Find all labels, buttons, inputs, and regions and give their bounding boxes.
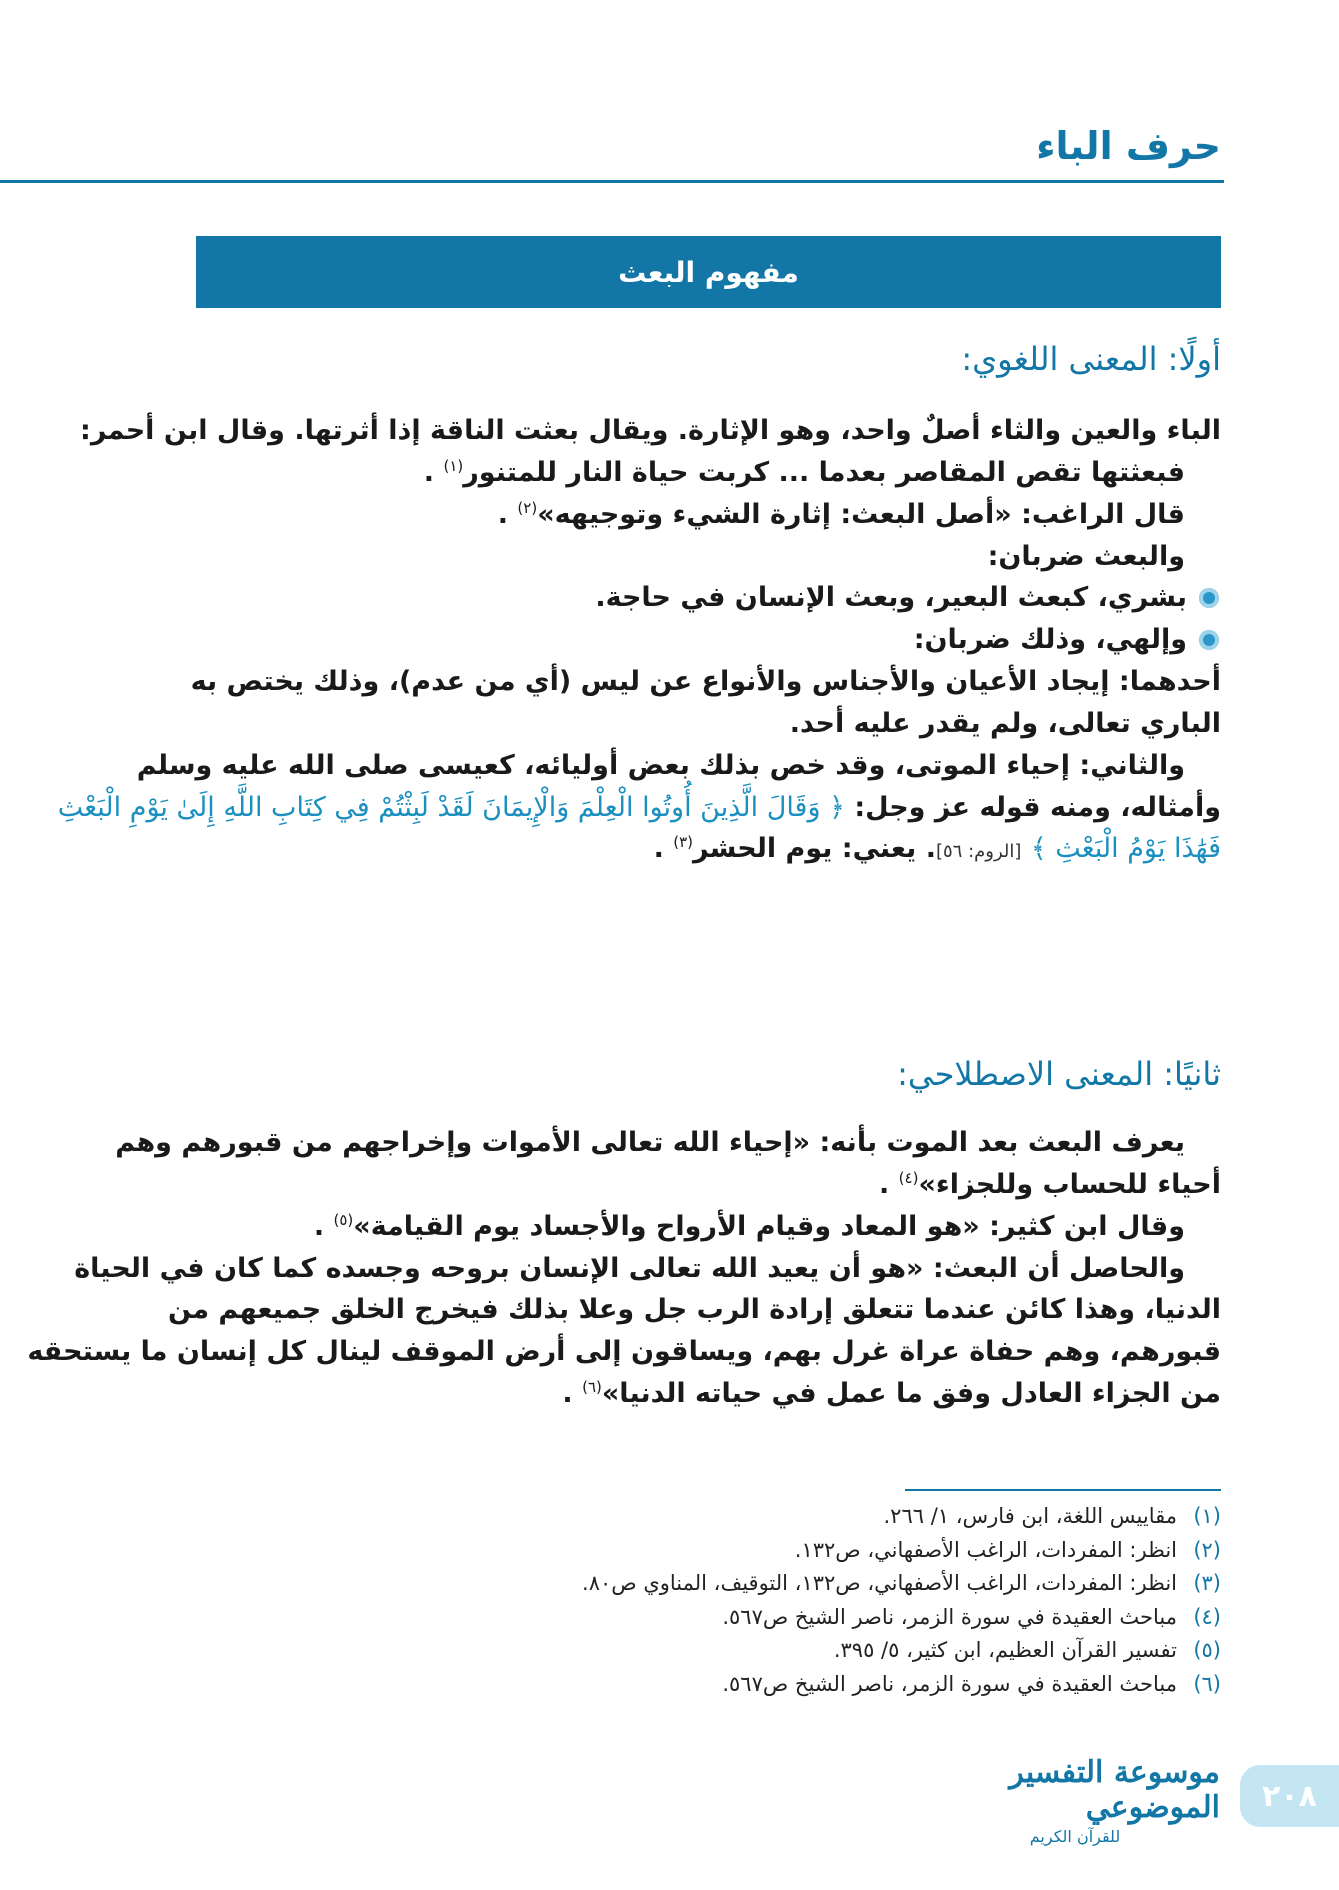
text-line: الدنيا، وهذا كائن عندما تتعلق إرادة الرب جل وعلا بذلك فيخرج الخلق جميعهم من xyxy=(168,1294,1221,1326)
footnote-mark: (١) xyxy=(443,456,464,475)
footnote-mark: (٣) xyxy=(673,833,694,852)
poetry-line: فبعثتها تقص المقاصر بعدما ... كربت حياة النار للمتنور$^{(١)}$ . xyxy=(423,456,1185,488)
heading-linguistic: أولًا: المعنى اللغوي: xyxy=(961,340,1221,378)
footnote-mark: (٦) xyxy=(582,1378,602,1397)
footnote-item: (٤) مباحث العقيدة في سورة الزمر، ناصر الشيخ ص٥٦٧. xyxy=(722,1604,1221,1629)
section-title-bar xyxy=(196,236,1221,308)
encyclopedia-logo: موسوعة التفسير الموضوعي للقرآن الكريم xyxy=(1009,1754,1220,1846)
footnote-item: (١) مقاييس اللغة، ابن فارس، ١/ ٢٦٦. xyxy=(883,1504,1221,1528)
quran-verse: ﴿ وَقَالَ الَّذِينَ أُوتُوا الْعِلْمَ وَالْإِيمَانَ لَقَدْ لَبِثْتُمْ فِي كِتَابِ اللَّهِ إِلَىٰ يَوْمِ الْبَعْثِ xyxy=(57,791,845,823)
chapter-running-head: حرف الباء xyxy=(1036,124,1221,168)
text-line: والحاصل أن البعث: «هو أن يعيد الله تعالى الإنسان بروحه وجسده كما كان في الحياة xyxy=(74,1252,1185,1284)
text-line: والثاني: إحياء الموتى، وقد خص بذلك بعض أوليائه، كعيسى صلى الله عليه وسلم xyxy=(136,749,1185,781)
page-number: ٢٠٨ xyxy=(1240,1765,1339,1827)
quote-ibn-kathir: وقال ابن كثير: «هو المعاد وقيام الأرواح والأجساد يوم القيامة»$^{(٥)}$ . xyxy=(313,1210,1185,1242)
text-line: الباء والعين والثاء أصلٌ واحد، وهو الإثارة. ويقال بعثت الناقة إذا أثرتها. وقال ابن أحمر: xyxy=(80,415,1221,446)
text-line: الباري تعالى، ولم يقدر عليه أحد. xyxy=(789,707,1221,739)
paragraph-terminological xyxy=(27,1122,1221,1415)
footnote-item: (٢) انظر: المفردات، الراغب الأصفهاني، ص١٣٢. xyxy=(794,1537,1221,1562)
bullet-item: بشري، كبعث البعير، وبعث الإنسان في حاجة. xyxy=(196,577,1221,619)
text-line: قبورهم، وهم حفاة عراة غرل بهم، ويساقون إلى أرض الموقف لينال كل إنسان ما يستحقه xyxy=(27,1336,1221,1368)
text-line: فَهَٰذَا يَوْمُ الْبَعْثِ ﴾ [الروم: ٥٦]. يعني: يوم الحشر$^{(٣)}$ . xyxy=(653,833,1221,865)
footnote-mark: (٢) xyxy=(517,498,538,517)
footnote-item: (٣) انظر: المفردات، الراغب الأصفهاني، ص١٣٢، التوقيف، المناوي ص٨٠. xyxy=(582,1571,1221,1596)
text-line: وأمثاله، ومنه قوله عز وجل: ﴿ وَقَالَ الَّذِينَ أُوتُوا الْعِلْمَ وَالْإِيمَانَ لَقَدْ لَبِثْتُمْ فِي كِتَابِ اللَّهِ إِلَىٰ يَوْمِ الْبَعْثِ xyxy=(57,791,1221,823)
quote-raghib: قال الراغب: «أصل البعث: إثارة الشيء وتوجيهه»$^{(٢)}$ . xyxy=(497,498,1185,530)
text-line: أحياء للحساب وللجزاء»$^{(٤)}$ . xyxy=(879,1168,1221,1200)
footnotes xyxy=(196,1500,1221,1702)
text-line: أحدهما: إيجاد الأعيان والأجناس والأنواع عن ليس (أي من عدم)، وذلك يختص به xyxy=(190,666,1221,698)
text-line: من الجزاء العادل وفق ما عمل في حياته الدنيا»$^{(٦)}$ . xyxy=(562,1378,1221,1410)
text-line: والبعث ضربان: xyxy=(987,540,1185,572)
heading-terminological: ثانيًا: المعنى الاصطلاحي: xyxy=(897,1055,1221,1093)
footnote-item: (٥) تفسير القرآن العظيم، ابن كثير، ٥/ ٣٩٥. xyxy=(833,1638,1221,1663)
footnote-item: (٦) مباحث العقيدة في سورة الزمر، ناصر الشيخ ص٥٦٧. xyxy=(722,1671,1221,1696)
verse-reference: [الروم: ٥٦] xyxy=(935,841,1022,863)
section-title: مفهوم البعث xyxy=(618,255,799,289)
flower-bullet-icon xyxy=(1199,588,1219,608)
bullet-item: وإلهي، وذلك ضربان: xyxy=(196,619,1221,661)
flower-bullet-icon xyxy=(1199,630,1219,650)
footnote-divider xyxy=(905,1489,1221,1491)
quran-verse-end: فَهَٰذَا يَوْمُ الْبَعْثِ ﴾ xyxy=(1030,833,1221,865)
footnote-mark: (٥) xyxy=(333,1210,354,1229)
header-divider xyxy=(0,180,1224,183)
footnote-mark: (٤) xyxy=(898,1168,919,1187)
text-line: يعرف البعث بعد الموت بأنه: «إحياء الله تعالى الأموات وإخراجهم من قبورهم وهم xyxy=(115,1127,1185,1158)
paragraph-linguistic xyxy=(57,410,1221,870)
